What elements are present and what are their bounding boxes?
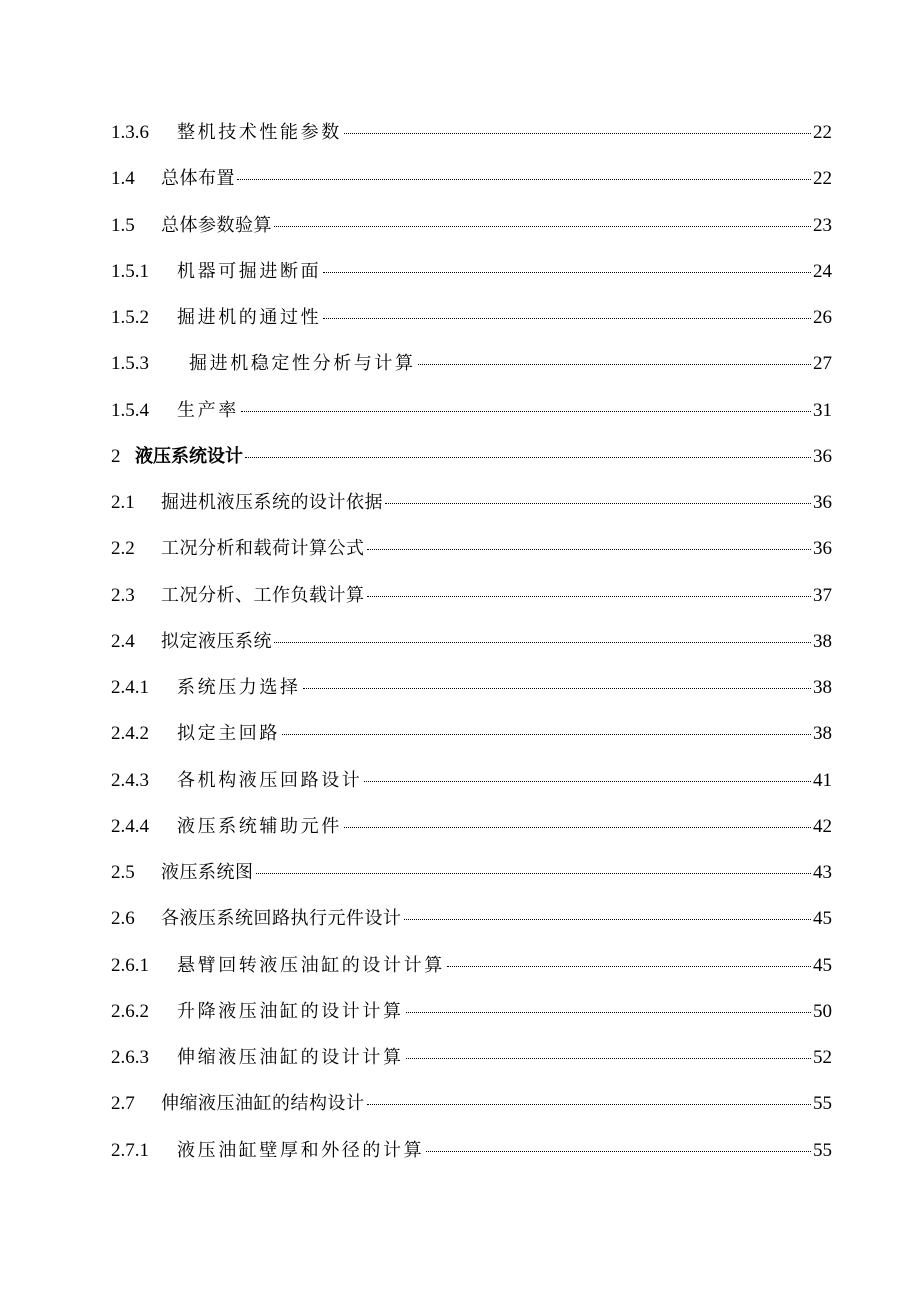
toc-entry-title: 系统压力选择 xyxy=(177,677,301,698)
toc-entry-page-number: 27 xyxy=(813,353,832,375)
toc-entry-page-number: 36 xyxy=(813,538,832,560)
toc-entry-title: 掘进机液压系统的设计依据 xyxy=(161,492,383,513)
toc-entry-number: 2.6.3 xyxy=(111,1047,149,1068)
toc-entry-title: 整机技术性能参数 xyxy=(177,122,342,143)
toc-entry-title: 掘进机的通过性 xyxy=(177,307,322,328)
toc-entry-title: 工况分析和载荷计算公式 xyxy=(161,538,365,560)
toc-dot-leader xyxy=(274,226,811,227)
toc-dot-leader xyxy=(344,133,811,134)
toc-dot-leader xyxy=(418,364,811,365)
toc-entry-title: 各机构液压回路设计 xyxy=(177,769,363,791)
toc-dot-leader xyxy=(256,873,812,874)
toc-entry-number: 2.7.1 xyxy=(111,1139,149,1161)
toc-entry-page-number: 43 xyxy=(813,862,832,883)
toc-entry[interactable] xyxy=(111,1089,832,1119)
toc-dot-leader xyxy=(367,596,812,597)
toc-entry[interactable] xyxy=(111,442,832,472)
toc-entry-title: 伸缩液压油缸的设计计算 xyxy=(177,1047,404,1068)
toc-dot-leader xyxy=(364,781,811,782)
toc-dot-leader xyxy=(404,919,812,920)
toc-entry-title: 升降液压油缸的设计计算 xyxy=(177,1000,404,1022)
toc-dot-leader xyxy=(282,734,811,735)
toc-entry-title: 各液压系统回路执行元件设计 xyxy=(161,908,402,930)
toc-dot-leader xyxy=(323,318,811,319)
toc-entry[interactable] xyxy=(111,349,832,379)
toc-entry[interactable] xyxy=(111,211,832,241)
toc-entry[interactable] xyxy=(111,627,832,657)
toc-entry-title: 伸缩液压油缸的结构设计 xyxy=(161,1093,365,1115)
toc-entry-number: 2.3 xyxy=(111,584,135,606)
toc-entry[interactable] xyxy=(111,1043,832,1073)
toc-entry[interactable] xyxy=(111,396,832,426)
toc-entry-number: 2.4.3 xyxy=(111,769,149,791)
toc-entry-number: 1.5.2 xyxy=(111,307,149,328)
toc-dot-leader xyxy=(241,411,811,412)
toc-entry-title: 液压系统图 xyxy=(161,862,254,883)
toc-entry-title: 液压油缸壁厚和外径的计算 xyxy=(177,1139,425,1161)
toc-entry-title: 液压系统设计 xyxy=(135,445,243,467)
toc-entry-page-number: 52 xyxy=(813,1047,832,1068)
toc-dot-leader xyxy=(274,642,811,643)
toc-entry[interactable] xyxy=(111,951,832,981)
toc-entry-number: 1.3.6 xyxy=(111,122,149,143)
toc-entry-page-number: 55 xyxy=(813,1139,832,1161)
toc-dot-leader xyxy=(245,457,811,458)
toc-entry[interactable] xyxy=(111,858,832,888)
toc-entry-page-number: 22 xyxy=(813,122,832,143)
toc-dot-leader xyxy=(323,272,811,273)
toc-entry[interactable] xyxy=(111,534,832,564)
toc-dot-leader xyxy=(385,503,811,504)
toc-entry-title: 工况分析、工作负载计算 xyxy=(161,584,365,606)
toc-entry-number: 2.4 xyxy=(111,630,135,652)
toc-dot-leader xyxy=(367,549,812,550)
toc-dot-leader xyxy=(367,1104,812,1105)
toc-entry-title: 液压系统辅助元件 xyxy=(177,815,342,837)
toc-entry[interactable] xyxy=(111,581,832,611)
toc-entry-page-number: 45 xyxy=(813,954,832,976)
toc-dot-leader xyxy=(426,1151,811,1152)
toc-entry-page-number: 37 xyxy=(813,584,832,606)
toc-entry-page-number: 38 xyxy=(813,677,832,698)
toc-entry-number: 2 xyxy=(111,445,121,467)
toc-entry-number: 2.2 xyxy=(111,538,135,560)
toc-entry-page-number: 55 xyxy=(813,1093,832,1115)
toc-dot-leader xyxy=(447,966,811,967)
toc-dot-leader xyxy=(344,827,811,828)
toc-entry[interactable] xyxy=(111,488,832,518)
toc-entry-title: 拟定主回路 xyxy=(177,723,280,745)
toc-entry-number: 2.5 xyxy=(111,862,135,883)
toc-entry[interactable] xyxy=(111,118,832,148)
toc-entry-number: 2.7 xyxy=(111,1093,135,1115)
toc-entry-number: 2.6 xyxy=(111,908,135,930)
toc-entry-page-number: 38 xyxy=(813,630,832,652)
toc-entry-title: 生产率 xyxy=(177,399,239,421)
toc-dot-leader xyxy=(237,179,811,180)
toc-entry-title: 机器可掘进断面 xyxy=(177,260,322,282)
toc-entry-number: 2.4.1 xyxy=(111,677,149,698)
toc-entry[interactable] xyxy=(111,257,832,287)
toc-entry-page-number: 50 xyxy=(813,1000,832,1022)
toc-entry-number: 1.4 xyxy=(111,168,135,190)
toc-entry-title: 拟定液压系统 xyxy=(161,630,272,652)
toc-entry-page-number: 24 xyxy=(813,260,832,282)
toc-entry-page-number: 23 xyxy=(813,214,832,236)
toc-entry-number: 2.4.2 xyxy=(111,723,149,745)
toc-entry[interactable] xyxy=(111,1136,832,1166)
toc-entry-number: 1.5.3 xyxy=(111,353,149,375)
toc-entry-title: 总体布置 xyxy=(161,168,235,190)
toc-entry-page-number: 42 xyxy=(813,815,832,837)
toc-dot-leader xyxy=(406,1012,811,1013)
toc-entry-title: 悬臂回转液压油缸的设计计算 xyxy=(177,954,445,976)
toc-entry[interactable] xyxy=(111,719,832,749)
toc-entry[interactable] xyxy=(111,812,832,842)
toc-entry[interactable] xyxy=(111,997,832,1027)
toc-entry-number: 1.5.1 xyxy=(111,260,149,282)
toc-entry-number: 2.6.1 xyxy=(111,954,149,976)
toc-entry-title: 掘进机稳定性分析与计算 xyxy=(189,353,416,375)
toc-dot-leader xyxy=(406,1058,811,1059)
toc-entry-page-number: 38 xyxy=(813,723,832,745)
toc-entry-number: 2.1 xyxy=(111,492,135,513)
toc-entry-number: 1.5.4 xyxy=(111,399,149,421)
toc-entry-number: 2.6.2 xyxy=(111,1000,149,1022)
toc-entry[interactable] xyxy=(111,766,832,796)
toc-entry-page-number: 22 xyxy=(813,168,832,190)
toc-dot-leader xyxy=(303,688,811,689)
toc-entry[interactable] xyxy=(111,303,832,333)
toc-entry-number: 1.5 xyxy=(111,214,135,236)
toc-entry-number: 2.4.4 xyxy=(111,815,149,837)
toc-entry-page-number: 41 xyxy=(813,769,832,791)
toc-entry[interactable] xyxy=(111,164,832,194)
toc-entry-page-number: 36 xyxy=(813,492,832,513)
toc-entry-page-number: 45 xyxy=(813,908,832,930)
toc-entry[interactable] xyxy=(111,673,832,703)
toc-entry[interactable] xyxy=(111,904,832,934)
toc-entry-page-number: 26 xyxy=(813,307,832,328)
toc-entry-page-number: 36 xyxy=(813,445,832,467)
toc-entry-page-number: 31 xyxy=(813,399,832,421)
toc-entry-title: 总体参数验算 xyxy=(161,214,272,236)
